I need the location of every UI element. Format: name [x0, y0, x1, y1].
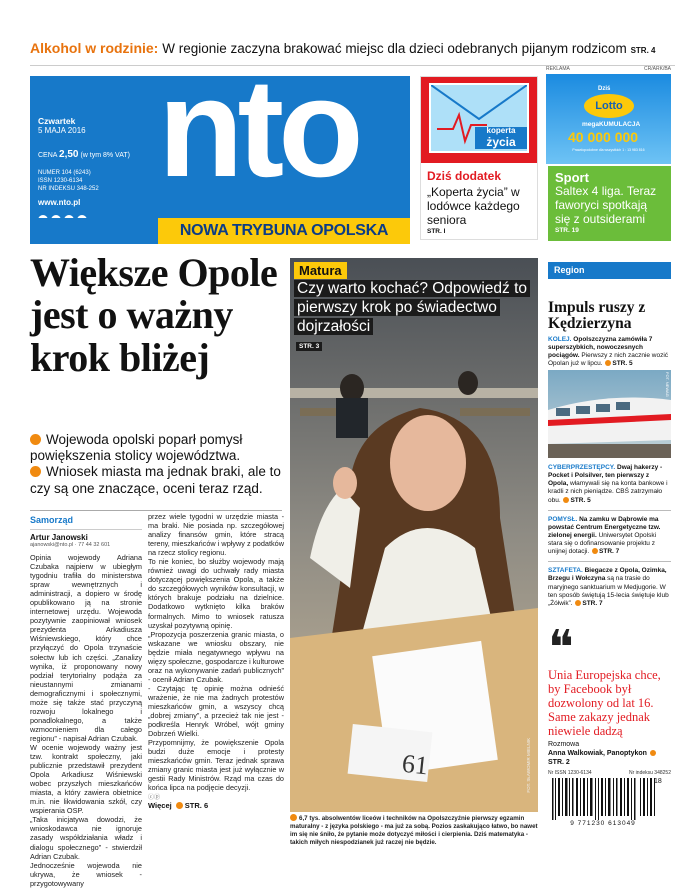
- lotto-kumulacja: megaKUMULACJA: [582, 121, 641, 128]
- matura-headline: [294, 280, 532, 337]
- top-teaser-kicker: Alkohol w rodzinie:: [30, 40, 159, 56]
- region-lead-ref: STR. 5: [612, 359, 633, 367]
- desk-number: 61: [400, 748, 430, 781]
- promo-image: [421, 77, 537, 163]
- envelope-title2: życia: [486, 134, 516, 149]
- train-photo-credit: FOT. NEWAG: [665, 372, 670, 397]
- matura-headline-text: Czy warto kochać? Odpowiedź to pierwszy krok po świadectwo dojrzałości: [294, 280, 530, 335]
- promo-kicker: [427, 169, 501, 183]
- region-lead-text: Pierwszy z nich zacznie wozić Opolan już w lipcu.: [548, 351, 669, 367]
- sport-text: Saltex 4 liga. Teraz faworyci spotkają się z outsiderami: [555, 184, 657, 226]
- matura-ref: STR. 3: [296, 342, 322, 351]
- masthead: [30, 49, 410, 244]
- sport-ref: STR. 19: [555, 227, 579, 235]
- quote-mark-icon: ❝: [548, 622, 574, 675]
- interview-ref: STR. 2: [548, 759, 570, 767]
- matura-kicker: Matura: [294, 262, 347, 279]
- region-item-3-kicker: SZTAFETA.: [548, 567, 583, 575]
- website-link[interactable]: www.nto.pl: [38, 198, 81, 208]
- author-initials: ⓒⓟ: [148, 795, 161, 802]
- author-contact: ajanowski@nto.pl · 77 44 32 601: [30, 542, 111, 548]
- price-label: CENA: [38, 152, 58, 159]
- promo-kicker-text: Dziś dodatek: [427, 169, 502, 183]
- bullet-dot-icon: [592, 548, 598, 554]
- bullet-dot-icon: [176, 802, 183, 809]
- region-item-2-text: Uniwersytet Opolski stara się o dofinansowanie projektu z unijnej dotacji.: [548, 531, 657, 556]
- author-name: Artur Janowski: [30, 529, 142, 542]
- promo-box[interactable]: [420, 76, 538, 240]
- issue-number: NUMER 104 (6243): [38, 170, 91, 176]
- bullet-dot-icon: [650, 750, 656, 756]
- lotto-ad[interactable]: [546, 66, 671, 164]
- main-headline[interactable]: Większe Opole jest o ważny krok bliżej: [30, 250, 278, 380]
- issue-day: Czwartek: [38, 116, 76, 126]
- region-item-3-text: są na trasie do maryjnego sanktuarium w Medjugorie. W ten sposób świętują 15-lecia świętuje klub „Żółwik”.: [548, 575, 669, 607]
- barcode: [548, 770, 671, 840]
- region-item-2-kicker: POMYSŁ.: [548, 515, 578, 523]
- matura-caption: [290, 814, 538, 847]
- envelope-label: [475, 127, 527, 149]
- train-icon: [548, 370, 671, 458]
- lotto-prefix: Dziś: [598, 86, 611, 92]
- index-number: NR INDEKSU 348-252: [38, 185, 99, 192]
- region-item-1[interactable]: [548, 464, 671, 511]
- region-headline: Impuls ruszy z Kędzierzyna: [548, 299, 646, 333]
- section-label: Samorząd: [30, 515, 74, 525]
- envelope-icon: [429, 83, 529, 153]
- bullet-1-text: Wojewoda opolski poparł pomysł powiększenia stolicy województwa.: [30, 432, 243, 464]
- main-bullets: [30, 432, 288, 497]
- matura-caption-text: 6,7 tys. absolwentów liceów i techników na Opolszczyźnie pierwszy egzamin maturalny - z języka polskiego - ma już za sobą. Pozios zaskakująco łatwo, bo nawet im się nie śniło, że pytanie może dotyczyć miłości i cierpienia. Dziś matematyka - takich miłych niespodzianek już raczej nie będzie.: [290, 815, 538, 847]
- matura-photo[interactable]: [290, 258, 538, 812]
- price-vat: (w tym 8% VAT): [80, 152, 130, 159]
- barcode-digits: 9 771230 613049: [570, 820, 636, 827]
- price-value: 2,50: [59, 149, 79, 160]
- bullet-dot-icon: [563, 497, 569, 503]
- top-teaser-text: W regionie zaczyna brakować miejsc dla dzieci odebranych pijanym rodzicom: [162, 41, 627, 56]
- lotto-note: Prawdopodobne dla wszystkich 1 : 13 983 816: [572, 148, 645, 152]
- promo-ref: STR. I: [427, 228, 446, 235]
- matura-photo-credit: FOT. SŁAWOMIR MIELNIK: [526, 738, 531, 793]
- lotto-logo: Lotto: [584, 94, 634, 118]
- sport-box[interactable]: [548, 166, 671, 241]
- issn: ISSN 1230-6134: [38, 177, 83, 184]
- region-label: Region: [548, 262, 671, 279]
- more-ref: STR. 6: [184, 801, 209, 811]
- barcode-issn: Nr ISSN 1230-6134: [548, 770, 592, 776]
- region-item-3-ref: STR. 7: [582, 599, 603, 607]
- region-item-2[interactable]: [548, 511, 671, 563]
- interview-quote[interactable]: Unia Europejska chce, by Facebook był dozwolony od lat 16. Same zakazy jednak niewiele dadzą: [548, 668, 661, 738]
- paper-name: NOWA TRYBUNA OPOLSKA: [158, 218, 410, 244]
- bullet-2: [30, 464, 288, 496]
- article-col-2: [148, 512, 284, 810]
- ad-label-2: CR/ARK/BA: [644, 66, 671, 72]
- interview-credit: [548, 740, 671, 767]
- region-item-1-bold: Dwaj hakerzy - Pocket i Polsilver, ten pierwszy z Opola,: [548, 464, 663, 488]
- barcode-icon: [548, 778, 671, 824]
- region-item-3[interactable]: [548, 562, 671, 608]
- region-lead-kicker: KOLEJ.: [548, 335, 572, 343]
- region-item-2-bold: Na zamku w Dąbrowie ma powstać Centrum Energetyczne tzw. zielonej energii.: [548, 515, 661, 539]
- bullet-1: [30, 432, 288, 464]
- interview-name: Anna Walkowiak, Panoptykon: [548, 750, 647, 758]
- bullet-dot-icon: [290, 814, 297, 821]
- article-text-1: Opinia wojewody Adriana Czubaka najpierw w ubiegłym tygodniu trafiła do ministerstwa spraw wewnętrznych i administracji, a dopiero w środę opublikowano ją na stronie internetowej urzędu. Wojewoda pozytywnie zaopiniował wniosek prezydenta Arkadiusza Wiśniewskiego, który chce przyłączyć do Opola trzynaście sołectw lub ich części. „Zanalizy wynika, iż proponowany nowy podział terytorialny podąża za nieustannymi zmianami demograficznymi i społecznymi, może się także stać przyczyną rozwoju lokalnego i ponadlokalnego, a także wzmocnieniem dla całego regionu” - napisał Adrian Czubak. W ocenie wojewody ważny jest tzw. kontrakt społeczny, jaki publicznie przedstawił prezydent Opola Arkadiusz Wiśniewski wobec przyszłych mieszkańców miasta, a który zawiera obietnice m.in. nie likwidowania szkół, czy wspierania OSP. „Taka inicjatywa dowodzi, że wnioskodawca nie ignoruje zasady współdziałania władz i dialogu społecznego” - stwierdził Adrian Czubak. Jednocześnie wojewoda nie ukrywa, że wniosek - przygotowywany: [30, 553, 142, 888]
- promo-text: „Koperta życia” w lodówce każdego seniora: [427, 185, 520, 228]
- region-item-1-kicker: CYBERPRZESTĘPCY.: [548, 464, 616, 471]
- region-lead-bold: Opolszczyzna zamówiła 7 superszybkich, nowoczesnych pociągów.: [548, 335, 653, 359]
- sport-kicker: Sport: [555, 170, 589, 185]
- top-teaser-ref: STR. 4: [630, 46, 656, 55]
- bullet-dot-icon: [575, 600, 581, 606]
- article-text-2: przez wiele tygodni w urzędzie miasta - ma braki. Nie posiada np. szczegółowej analizy finansów gmin, które stracą tereny, mieszkańców i wpływy z podatków na rzecz stolicy regionu. To nie koniec, bo służby wojewody mają również uwagi do uchwały rady miasta dotyczącej powiększenia Opola, a także do szczegółowych wyników konsultacji, w których brakuje podziału na dzielnice. Dodatkowo wytknięto kilka braków formalnych. Mimo to wniosek ratusza uzyskał pozytywną opinię. „Propozycja poszerzenia granic miasta, o wskazane we wniosku obszary, nie będzie miała negatywnego wpływu na więzy społeczne, gospodarcze i kulturowe oraz na wykonywanie zadań publicznych” - ocenił Adrian Czubak. - Czytając tę opinię można odnieść wrażenie, że nie ma żadnych protestów mieszkańców gmin, a wszyscy chcą „dobrej zmiany”, a przecież tak nie jest - podkreśla Henryk Wróbel, wójt gminy Dobrzeń Wielki. Przypomnijmy, że powiększenie Opola budzi duże emocje i protesty mieszkańców gmin. Teraz jednak sprawa zmiany granic miasta jest już wyłącznie w gestii Rady Ministrów. Rząd ma czas do końca lipca na podjęcie decyzji.: [148, 512, 284, 793]
- masthead-info: [38, 116, 158, 227]
- more-label: Więcej: [148, 801, 172, 811]
- more-link[interactable]: [148, 801, 284, 810]
- train-photo: [548, 370, 671, 458]
- bullet-2-text: Wniosek miasta ma jednak braki, ale to czy są one znaczące, oceni teraz rząd.: [30, 464, 281, 496]
- bullet-dot-icon: [605, 360, 611, 366]
- region-item-3-bold: Biegacze z Opola, Ozimka, Brzegu i Wołczyna: [548, 567, 667, 583]
- logo: nto: [158, 49, 358, 206]
- bullet-dot-icon: [30, 466, 41, 477]
- article-col-1: [30, 515, 142, 888]
- region-lead[interactable]: [548, 300, 671, 368]
- envelope-title: koperta: [486, 126, 516, 135]
- barcode-index: Nr indeksu 348252: [629, 770, 671, 776]
- bullet-dot-icon: [30, 434, 41, 445]
- barcode-issue: 18: [654, 778, 662, 785]
- region-item-1-ref: STR. 5: [570, 496, 591, 504]
- main-article: [30, 252, 284, 379]
- lotto-amount: 40 000 000: [568, 129, 639, 145]
- interview-label: Rozmowa: [548, 741, 580, 748]
- region-item-2-ref: STR. 7: [599, 548, 620, 556]
- region-item-1-text: włamywali się na konta bankowe i kradli z nich pieniądze. CBŚ zatrzymało obu.: [548, 480, 668, 504]
- matura-photo-image: [290, 258, 538, 812]
- issue-date: 5 MAJA 2016: [38, 126, 86, 135]
- region-items: [548, 464, 671, 608]
- ad-label: REKLAMA: [546, 66, 570, 72]
